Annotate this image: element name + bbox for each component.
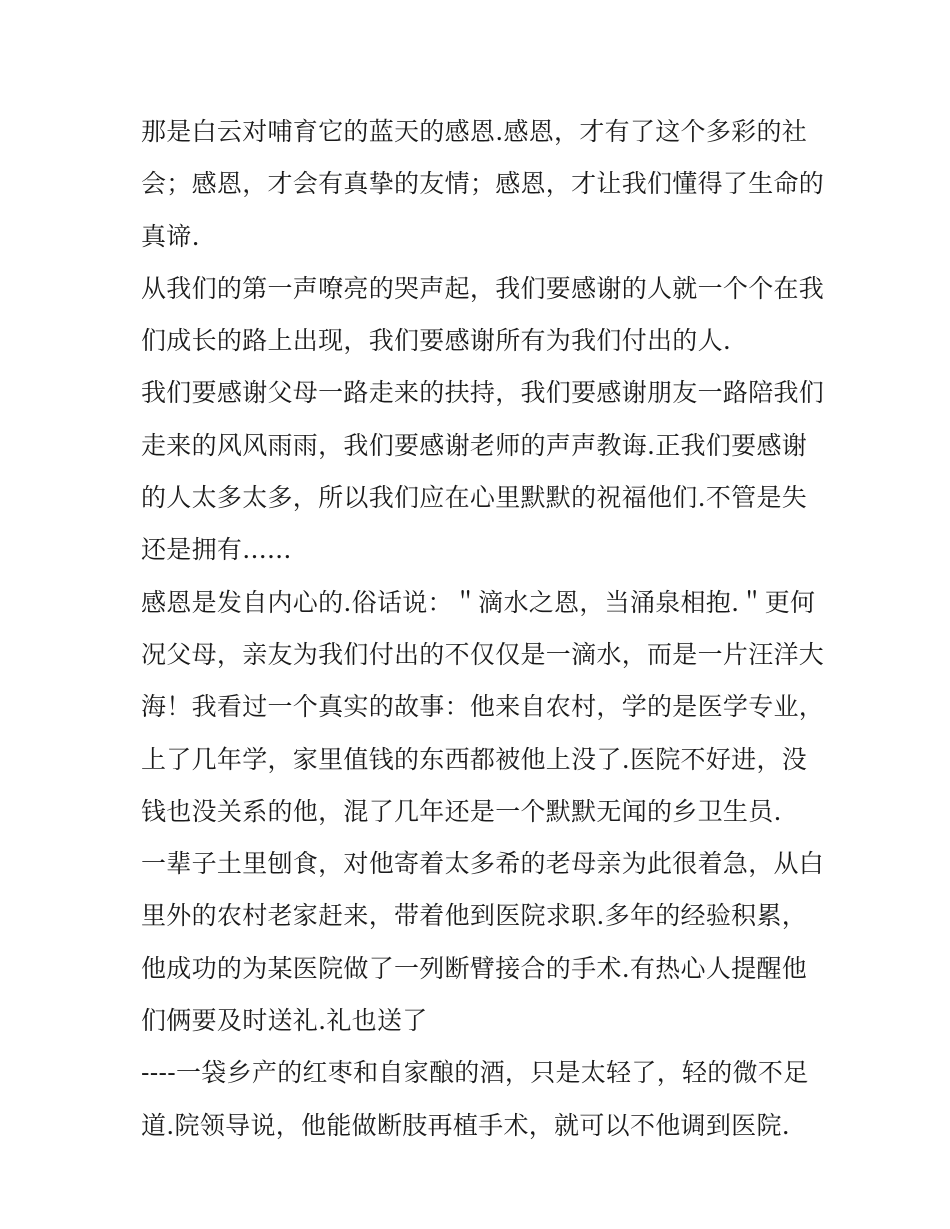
text-line: 们成长的路上出现，我们要感谢所有为我们付出的人.: [141, 326, 732, 356]
body-text: [141, 106, 825, 1152]
text-line: 感恩是发自内心的.俗话说：＂滴水之恩，当涌泉相抱.＂更何: [141, 587, 816, 617]
text-line: 真谛.: [141, 221, 200, 251]
text-line: ----一袋乡产的红枣和自家酿的酒，只是太轻了，轻的微不足: [141, 1058, 809, 1088]
text-line: 里外的农村老家赶来，带着他到医院求职.多年的经验积累，: [141, 901, 808, 931]
text-line: 们俩要及时送礼.礼也送了: [141, 1006, 428, 1036]
text-line: 我们要感谢父母一路走来的扶持，我们要感谢朋友一路陪我们: [141, 378, 825, 408]
text-line: 那是白云对哺育它的蓝天的感恩.感恩，才有了这个多彩的社: [141, 117, 808, 146]
text-line: 海！我看过一个真实的故事：他来自农村，学的是医学专业，: [141, 692, 825, 722]
text-line: 上了几年学，家里值钱的东西都被他上没了.医院不好进，没: [141, 744, 808, 774]
text-line: 道.院领导说，他能做断肢再植手术，就可以不他调到医院.: [141, 1110, 790, 1140]
text-line: 况父母，亲友为我们付出的不仅仅是一滴水，而是一片汪洋大: [141, 639, 825, 669]
text-line: 会；感恩，才会有真挚的友情；感恩，才让我们懂得了生命的: [141, 169, 825, 199]
text-line: 他成功的为某医院做了一列断臂接合的手术.有热心人提醒他: [141, 953, 808, 983]
text-line: 走来的风风雨雨，我们要感谢老师的声声教诲.正我们要感谢: [141, 430, 808, 460]
text-line: 的人太多太多，所以我们应在心里默默的祝福他们.不管是失: [141, 483, 808, 513]
text-line: 还是拥有......: [141, 535, 292, 565]
text-line: 钱也没关系的他，混了几年还是一个默默无闻的乡卫生员.: [141, 796, 782, 826]
text-line: 从我们的第一声嘹亮的哭声起，我们要感谢的人就一个个在我: [141, 273, 825, 303]
text-line: 一辈子土里刨食，对他寄着太多希的老母亲为此很着急，从白: [141, 849, 825, 879]
